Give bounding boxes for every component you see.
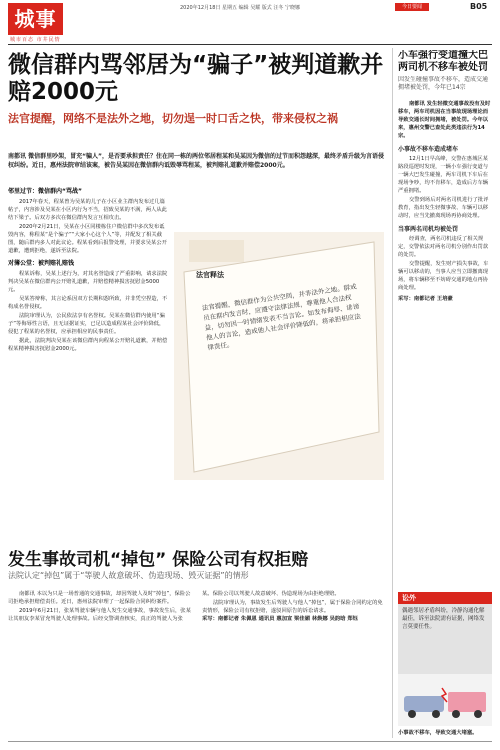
paragraph: 交警到场后对两名司机进行了批评教育，指出发生轻微事故、车辆可以移动时，应当先撤离现场再协商处理。 (398, 197, 489, 219)
second-body (8, 590, 386, 738)
credits: 采写：南都记者 王培豪 (398, 296, 453, 302)
paragraph: 经调查，两名司机违反了相关规定，交警依法对两名司机分别作出罚款的处罚。 (398, 236, 489, 258)
section-title: 对簿公堂：被判赔礼赔钱 (8, 260, 75, 267)
car-crash-icon (398, 674, 492, 726)
paragraph: 交警提醒，发生财产损失事故，车辆可以移动的，当事人应当立即撤离现场，将车辆移至不妨碍交通的地点再协商处理。 (398, 261, 489, 291)
header-rule (8, 44, 492, 45)
column-divider (392, 48, 393, 738)
lead-headline: 微信群内骂邻居为“骗子”被判道歉并赔2000元 (8, 52, 384, 105)
date-line: 2020年12月18日 星期五 编辑 吴耀 版式 汪冬 宁晓娜 (180, 5, 300, 11)
paragraph: 吴某答辩称，其言论系因双方长期积怨所致，并非凭空捏造，不构成名誉侵权。 (8, 296, 168, 310)
paragraph: 12月1日早高峰，交警在惠城区某路段巡逻时发现，一辆小车强行变道与一辆大巴发生碰撞，两车司机下车后在现场争吵，均不肯移车，造成后方车辆严重拥堵。 (398, 156, 489, 194)
paragraph: 据此，法院判决吴某在该微信群内向程某公开赔礼道歉，并赔偿程某精神损害抚慰金2000元。 (8, 338, 168, 352)
masthead-logo: 城事 (8, 3, 63, 35)
edition-tag: 今日要闻 (395, 3, 429, 11)
article-body (8, 270, 168, 353)
cartoon-illustration (398, 674, 492, 726)
masthead-subtitle: 城市百态 市井民情 (10, 37, 61, 43)
paragraph: 2020年2月21日，吴某在小区同楼栋住户微信群中多次发布诋毁内容，称程某“是个骗子”“大家小心这个人”等，并配发了相关截图，随后群内多人对此议论。程某看到后报警处理，并要求吴某公开道歉，遭到拒绝，遂诉至法院。 (8, 224, 167, 254)
second-subhead: 法院认定“掉包”属于“等驶人故意破坏、伪造现场、毁灭证据”的情形 (8, 571, 249, 580)
commentary-text: 偶遇邻居矛盾纠纷，冷静沟通化解最佳，诉至法院需有证据，网络发言莫要任性。 (402, 608, 485, 630)
illustration-note (174, 232, 384, 480)
cartoon-caption: 小事故不移车，导致交通大堵塞。 (398, 730, 478, 736)
side-lead: 南都讯 发生轻微交通事故没有及时移车，两车司机因在当事故现场理论而导致交通长时间拥堵，被处罚。今年以来，惠州交警已查处此类违法行为14宗。 (398, 101, 491, 139)
paragraph: 2019年6月21日，张某驾驶车辆与他人发生交通事故，事故发生后，张某让其朋友李某冒充驾驶人处理事故。后经交警调查核实，真正的驾驶人为张某。保险公司以驾驶人故意破坏、伪造现场为由拒绝理赔。 (8, 591, 340, 622)
section-title: 小事故不移车造成堵车 (398, 146, 459, 153)
page-number: B05 (470, 2, 488, 11)
paragraph: 程某诉称，吴某上述行为，对其名誉造成了严重影响，请求法院判决吴某在微信群内公开赔礼道歉，并赔偿精神损害抚慰金5000元。 (8, 271, 168, 293)
lead-subhead: 法官提醒，网络不是法外之地，切勿逞一时口舌之快，带来侵权之祸 (8, 112, 338, 125)
paragraph: 法院审理认为，事故发生后驾驶人与他人“掉包”，属于保险合同约定的免责情形，保险公司有权拒赔，遂驳回原告的诉讼请求。 (202, 600, 383, 614)
note-text: 法官提醒，微信群作为公共空间，并非法外之地。群成员在群内发言时，应遵守法律法规，尊重他人合法权益，切勿因一时情绪发表不当言论。如发布侮辱、诽谤他人的言论，造成他人社会评价降低的，将承担相应法律责任。 (201, 282, 362, 352)
paragraph: 法院审理认为，公民依法享有名誉权。吴某在微信群内使用“骗子”等侮辱性言语，且无证据证实，已足以造成程某社会评价降低，侵犯了程某的名誉权，应承担相应的民事责任。 (8, 313, 165, 335)
note-title: 法官释法 (196, 271, 224, 279)
side-headline: 小车强行变道撞大巴 两司机不移车被处罚 (398, 50, 488, 73)
side-body (398, 100, 492, 588)
article-body (8, 198, 168, 255)
section-title: 当事两名司机均被处罚 (398, 226, 459, 233)
section-title: 邻里过节：微信群内“骂战” (8, 188, 82, 195)
lead-body-col1 (8, 186, 168, 541)
second-headline: 发生事故司机“掉包” 保险公司有权拒赔 (8, 550, 309, 570)
footer-rule (8, 741, 492, 742)
paragraph: 南都讯 本以为只是一场普通的交通事故，却因驾驶人及时“掉包”，保险公司拒绝承担赔偿责任。近日，惠州法院审理了一起保险合同纠纷案件。 (8, 591, 191, 605)
lead-paragraph: 南都讯 微信群里吵架，冒充“骗人”，是否要承担责任？住在同一栋的两位邻居程某和吴某因为微信的过节而积怨越深，最终矛盾升级为言语侵权纠纷。近日，惠州法院审结该案，被告吴某因在微信群内诋毁辱骂程某，被判赔礼道歉并赔偿2000元。 (8, 153, 384, 169)
side-subhead: 因发生碰撞事故不移车，造成交通拥堵被处罚，今年已14宗 (398, 76, 489, 91)
commentary-title: 讼外 (398, 592, 492, 604)
paragraph: 2017年春天，程某曾为吴某的儿子在小区业主群内发布过几篇帖子，内容涉及吴某在小区内行为不当，招致吴某的不满，两人从此结下梁子。后双方多次在微信群内发言互相攻击。 (8, 199, 167, 221)
credits: 采写：南都记者 朱佩恩 通讯员 惠加宣 梁佳媚 林焕娜 吴韵晗 郑钰 (202, 616, 358, 622)
